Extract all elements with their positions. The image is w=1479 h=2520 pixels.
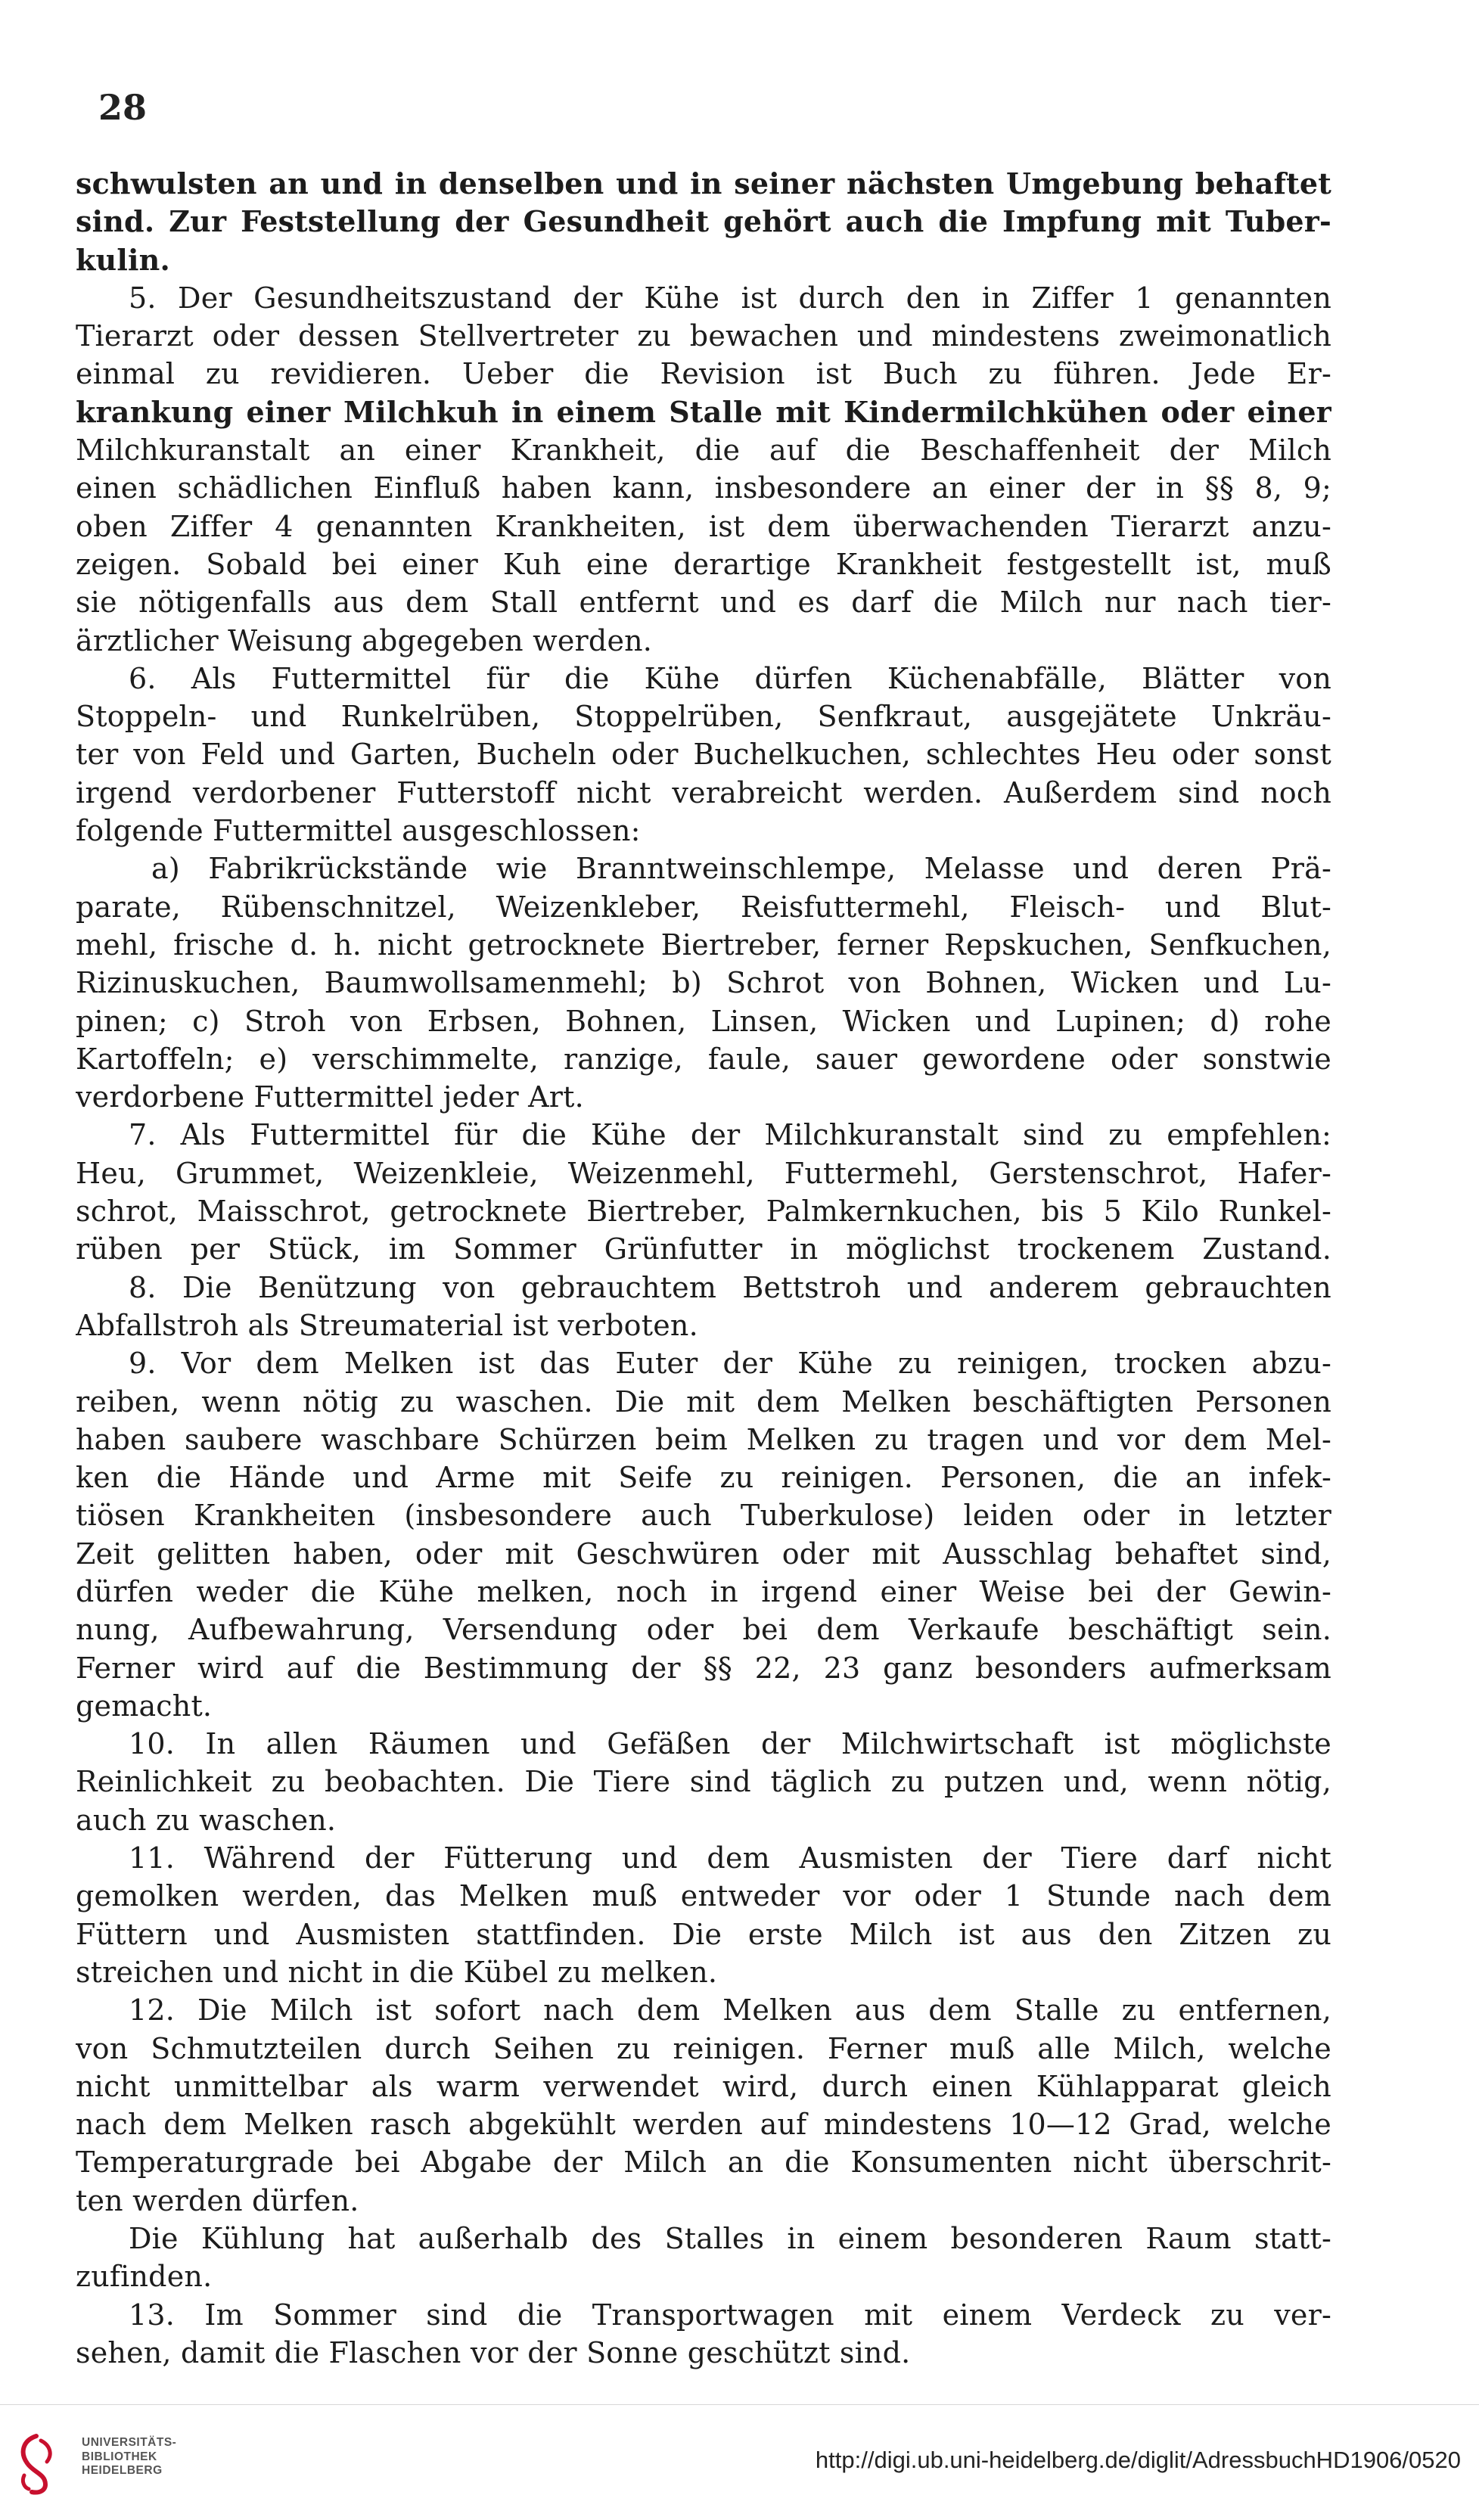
text-line: schwulsten an und in denselben und in seiner nächsten Umgebung behaftet	[76, 166, 1331, 200]
text-line: zufinden.	[76, 2260, 213, 2294]
library-name	[82, 2436, 176, 2478]
library-name-line: HEIDELBERG	[82, 2464, 163, 2477]
text-line: von Schmutzteilen durch Seihen zu reinigen. Ferner muß alle Milch, welche	[76, 2031, 1331, 2065]
text-line: 6. Als Futtermittel für die Kühe dürfen Küchenabfälle, Blätter von	[129, 661, 1331, 695]
text-line: Zeit gelitten haben, oder mit Geschwüren oder mit Ausschlag behaftet sind,	[76, 1537, 1331, 1571]
text-line: nicht unmittelbar als warm verwendet wird, durch einen Kühlapparat gleich	[76, 2069, 1331, 2103]
text-line: kulin.	[76, 242, 170, 277]
text-line: Milchkuranstalt an einer Krankheit, die auf die Beschaffenheit der Milch	[76, 433, 1331, 468]
text-line: ärztlicher Weisung abgegeben werden.	[76, 623, 653, 657]
text-line: verdorbene Futtermittel jeder Art.	[76, 1080, 584, 1114]
text-line: 5. Der Gesundheitszustand der Kühe ist durch den in Ziffer 1 genannten	[129, 281, 1331, 315]
text-line: irgend verdorbener Futterstoff nicht verabreicht werden. Außerdem sind noch	[76, 775, 1331, 809]
text-line: gemacht.	[76, 1689, 213, 1723]
text-line: 7. Als Futtermittel für die Kühe der Milchkuranstalt sind zu empfehlen:	[129, 1118, 1331, 1152]
text-line: 12. Die Milch ist sofort nach dem Melken aus dem Stalle zu entfernen,	[129, 1993, 1331, 2027]
page-number: 28	[98, 87, 148, 128]
text-line: sind. Zur Feststellung der Gesundheit gehört auch die Impfung mit Tuber-	[76, 204, 1331, 239]
text-line: oben Ziffer 4 genannten Krankheiten, ist dem überwachenden Tierarzt anzu-	[76, 509, 1331, 543]
text-line: reiben, wenn nötig zu waschen. Die mit dem Melken beschäftigten Personen	[76, 1384, 1331, 1418]
text-line: Heu, Grummet, Weizenkleie, Weizenmehl, Futtermehl, Gerstenschrot, Hafer-	[76, 1156, 1331, 1190]
text-line: einen schädlichen Einfluß haben kann, insbesondere an einer der in §§ 8, 9;	[76, 471, 1331, 505]
text-line: ten werden dürfen.	[76, 2183, 359, 2217]
text-line: Reinlichkeit zu beobachten. Die Tiere sind täglich zu putzen und, wenn nötig,	[76, 1765, 1331, 1799]
text-line: a) Fabrikrückstände wie Branntweinschlempe, Melasse und deren Prä-	[151, 852, 1331, 886]
text-line: Temperaturgrade bei Abgabe der Milch an die Konsumenten nicht überschrit-	[76, 2146, 1331, 2180]
text-line: auch zu waschen.	[76, 1803, 337, 1837]
footer-divider	[0, 2404, 1479, 2405]
text-line: Rizinuskuchen, Baumwollsamenmehl; b) Schrot von Bohnen, Wicken und Lu-	[76, 966, 1331, 1000]
text-line: streichen und nicht in die Kübel zu melken.	[76, 1955, 718, 1989]
text-line: nach dem Melken rasch abgekühlt werden auf mindestens 10—12 Grad, welche	[76, 2108, 1331, 2142]
text-line: haben saubere waschbare Schürzen beim Melken zu tragen und vor dem Mel-	[76, 1422, 1331, 1456]
text-line: schrot, Maisschrot, getrocknete Biertreber, Palmkernkuchen, bis 5 Kilo Runkel-	[76, 1195, 1331, 1229]
text-line: tiösen Krankheiten (insbesondere auch Tuberkulose) leiden oder in letzter	[76, 1499, 1331, 1533]
text-line: ter von Feld und Garten, Bucheln oder Buchelkuchen, schlechtes Heu oder sonst	[76, 738, 1331, 772]
text-line: einmal zu revidieren. Ueber die Revision ist Buch zu führen. Jede Er-	[76, 357, 1331, 391]
footer-bar	[0, 2404, 1479, 2520]
text-line: Kartoffeln; e) verschimmelte, ranzige, faule, sauer gewordene oder sonstwie	[76, 1042, 1331, 1076]
source-url-link[interactable]: http://digi.ub.uni-heidelberg.de/diglit/AdressbuchHD1906/0520	[815, 2447, 1461, 2473]
text-line: Stoppeln- und Runkelrüben, Stoppelrüben, Senfkraut, ausgejätete Unkräu-	[76, 700, 1331, 734]
text-line: 10. In allen Räumen und Gefäßen der Milchwirtschaft ist möglichste	[129, 1727, 1331, 1761]
text-line: dürfen weder die Kühe melken, noch in irgend einer Weise bei der Gewin-	[76, 1574, 1331, 1608]
text-line: krankung einer Milchkuh in einem Stalle mit Kindermilchkühen oder einer	[76, 394, 1331, 429]
text-line: sie nötigenfalls aus dem Stall entfernt und es darf die Milch nur nach tier-	[76, 586, 1331, 620]
text-line: rüben per Stück, im Sommer Grünfutter in möglichst trockenem Zustand.	[76, 1232, 1331, 1266]
text-line: 9. Vor dem Melken ist das Euter der Kühe zu reinigen, trocken abzu-	[129, 1347, 1331, 1381]
text-line: zeigen. Sobald bei einer Kuh eine derartige Krankheit festgestellt ist, muß	[76, 547, 1331, 581]
text-line: mehl, frische d. h. nicht getrocknete Biertreber, ferner Repskuchen, Senfkuchen,	[76, 928, 1331, 962]
text-line: 11. Während der Fütterung und dem Ausmisten der Tiere darf nicht	[129, 1841, 1331, 1875]
text-line: gemolken werden, das Melken muß entweder vor oder 1 Stunde nach dem	[76, 1879, 1331, 1913]
text-line: folgende Futtermittel ausgeschlossen:	[76, 814, 641, 848]
text-line: nung, Aufbewahrung, Versendung oder bei dem Verkaufe beschäftigt sein.	[76, 1613, 1331, 1647]
text-line: parate, Rübenschnitzel, Weizenkleber, Reisfuttermehl, Fleisch- und Blut-	[76, 890, 1331, 924]
library-name-line: BIBLIOTHEK	[82, 2450, 157, 2463]
text-line: Die Kühlung hat außerhalb des Stalles in einem besonderen Raum statt-	[129, 2222, 1331, 2256]
text-line: sehen, damit die Flaschen vor der Sonne geschützt sind.	[76, 2335, 911, 2369]
library-name-line: UNIVERSITÄTS-	[82, 2436, 177, 2449]
text-line: 13. Im Sommer sind die Transportwagen mit einem Verdeck zu ver-	[129, 2298, 1331, 2332]
text-line: pinen; c) Stroh von Erbsen, Bohnen, Linsen, Wicken und Lupinen; d) rohe	[76, 1004, 1331, 1038]
university-library-logo-icon	[15, 2433, 57, 2495]
text-line: Abfallstroh als Streumaterial ist verboten.	[76, 1308, 698, 1342]
body-text	[76, 165, 1331, 2372]
text-line: Ferner wird auf die Bestimmung der §§ 22, 23 ganz besonders aufmerksam	[76, 1651, 1331, 1685]
text-line: ken die Hände und Arme mit Seife zu reinigen. Personen, die an infek-	[76, 1461, 1331, 1495]
text-line: 8. Die Benützung von gebrauchtem Bettstroh und anderem gebrauchten	[129, 1270, 1331, 1304]
text-line: Tierarzt oder dessen Stellvertreter zu bewachen und mindestens zweimonatlich	[76, 319, 1331, 353]
text-line: Füttern und Ausmisten stattfinden. Die erste Milch ist aus den Zitzen zu	[76, 1917, 1331, 1951]
